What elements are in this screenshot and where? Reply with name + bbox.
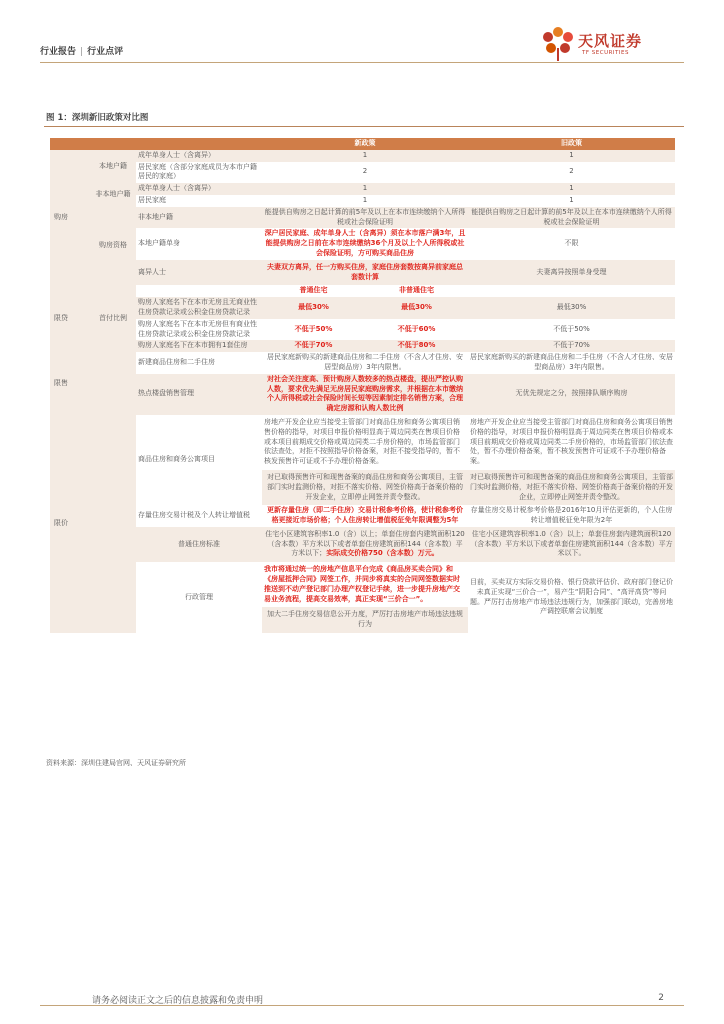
item-cell: 普通住房标准 xyxy=(136,527,262,562)
old-policy-cell: 不低于50% xyxy=(468,319,675,341)
subcategory-cell xyxy=(90,415,136,633)
subcategory-cell: 非本地户籍 xyxy=(90,183,136,207)
item-cell: 行政管理 xyxy=(136,562,262,633)
old-policy-cell: 不限 xyxy=(468,228,675,259)
table-header-row xyxy=(50,138,675,150)
header-new-policy: 新政策 xyxy=(262,138,468,150)
new-policy-cell: 不低于80% xyxy=(365,340,468,352)
table-row xyxy=(50,162,675,184)
report-subcategory: 行业点评 xyxy=(87,47,124,57)
table-row xyxy=(50,195,675,207)
old-policy-cell: 房地产开发企业应当接受主管部门对商品住房和商务公寓项目销售价格的指导，对项目申报价格明显高于周边同类在售项目价格或本项目前期成交价格或周边同类二手房价格的，市场监管部门依法查处，暂不办理价格备案，暂不核发预售许可证或不予办理价格备案。 xyxy=(468,415,675,470)
item-cell: 非本地户籍 xyxy=(136,207,262,229)
new-policy-cell: 不低于60% xyxy=(365,319,468,341)
new-policy-cell xyxy=(262,527,468,562)
item-cell: 购房人家庭名下在本市无房但有商业性住房贷款记录或公积金住房贷款记录 xyxy=(136,319,262,341)
item-cell: 本地户籍单身 xyxy=(136,228,262,259)
old-policy-cell xyxy=(468,285,675,297)
table-row xyxy=(50,527,675,562)
header-old-policy: 旧政策 xyxy=(468,138,675,150)
new-policy-cell: 深户居民家庭、成年单身人士（含离异）须在本市落户满3年，且能提供购房之日前在本市连续缴纳36个月及以上个人所得税或社会保险证明，方可购买商品住房 xyxy=(262,228,468,259)
figure-divider xyxy=(44,126,684,127)
new-policy-cell: 1 xyxy=(262,183,468,195)
new-policy-cell: 对社会关注度高、预计购房人数较多的热点楼盘，提出严控认购人数，要求优先满足无房居民家庭购房需求，并根据在本市缴纳个人所得税或社会保险时间长短等因素制定排名销售方案，合理确定房源和认购人数比例 xyxy=(262,374,468,415)
new-policy-text: 住宅小区建筑容积率1.0（含）以上；单套住房套内建筑面积120（含本数）平方米以下或者单套住房建筑面积144（含本数）平方米以下； xyxy=(265,529,465,558)
subcategory-cell xyxy=(90,352,136,415)
page-number: 2 xyxy=(658,993,664,1003)
item-cell: 居民家庭 xyxy=(136,195,262,207)
old-policy-cell: 居民家庭新购买的新建商品住房和二手住房（不含人才住房、安居型商品房）3年内限售。 xyxy=(468,352,675,374)
header-separator: | xyxy=(80,47,84,57)
category-cell: 购房 xyxy=(50,150,90,286)
header-cell xyxy=(50,138,90,150)
new-policy-cell: 加大二手住房交易信息公开力度，严厉打击房地产市场违法违规行为 xyxy=(262,607,468,633)
company-logo xyxy=(538,24,688,62)
table-row xyxy=(50,352,675,374)
policy-comparison-table xyxy=(50,138,675,633)
logo-flower-icon xyxy=(538,24,578,62)
old-policy-cell: 目前，买卖双方实际交易价格、银行贷款评估价、政府部门登记价未真正实现“三价合一”，易产生“阴阳合同”、“高评高贷”等问题。严厉打击房地产市场违法违规行为，加强部门联动，完善房地产调控联席会议制度 xyxy=(468,562,675,633)
new-policy-subheader: 非普通住宅 xyxy=(365,285,468,297)
item-cell: 离异人士 xyxy=(136,260,262,286)
old-policy-cell: 1 xyxy=(468,183,675,195)
source-note: 资料来源：深圳住建局官网、天风证券研究所 xyxy=(46,759,186,767)
figure-title: 图 1：深圳新旧政策对比图 xyxy=(46,113,149,123)
table-row xyxy=(50,319,675,341)
item-cell: 存量住房交易计税及个人转让增值税 xyxy=(136,505,262,527)
table-row xyxy=(50,415,675,470)
new-policy-highlight: 实际成交价格750（含本数）万元。 xyxy=(326,549,439,558)
category-cell: 限贷 xyxy=(50,285,90,352)
new-policy-cell: 1 xyxy=(262,195,468,207)
new-policy-cell: 1 xyxy=(262,150,468,162)
logo-english: TF SECURITIES xyxy=(582,50,629,56)
header-divider xyxy=(40,62,684,63)
category-cell: 限售 xyxy=(50,352,90,415)
old-policy-cell: 能提供自购房之日起计算的前5年及以上在本市连续缴纳个人所得税或社会保险证明 xyxy=(468,207,675,229)
old-policy-cell: 最低30% xyxy=(468,297,675,319)
table-row xyxy=(50,562,675,607)
old-policy-cell: 住宅小区建筑容积率1.0（含）以上；单套住房套内建筑面积120（含本数）平方米以下或者单套住房建筑面积144（含本数）平方米以下。 xyxy=(468,527,675,562)
header-cell xyxy=(136,138,262,150)
subcategory-cell: 购房资格 xyxy=(90,207,136,286)
new-policy-cell: 夫妻双方离异，任一方购买住房，家庭住房套数按离异前家庭总套数计算 xyxy=(262,260,468,286)
new-policy-cell: 房地产开发企业应当接受主管部门对商品住房和商务公寓项目销售价格的指导，对项目申报价格明显高于周边同类在售项目价格或本项目前期成交价格或周边同类二手房价格的，市场监管部门依法查处，对拒不按照指导价格备案，对拒不接受指导的，暂不核发预售许可证或不予办理价格备案。 xyxy=(262,415,468,470)
header-cell xyxy=(90,138,136,150)
old-policy-cell: 1 xyxy=(468,150,675,162)
new-policy-subheader: 普通住宅 xyxy=(262,285,365,297)
logo-name: 天风证券 xyxy=(578,32,643,50)
table-row xyxy=(50,150,675,162)
old-policy-cell: 对已取得预售许可和现售备案的商品住房和商务公寓项目，主管部门实时监测价格，对拒不落实价格、网签价格高于备案价格的开发企业，立即停止网签并责令整改。 xyxy=(468,470,675,505)
item-cell: 新建商品住房和二手住房 xyxy=(136,352,262,374)
old-policy-cell: 无优先规定之分，按照排队顺序购房 xyxy=(468,374,675,415)
new-policy-cell: 我市将通过统一的房地产信息平台完成《商品房买卖合同》和《房屋抵押合同》网签工作，并同步将真实的合同网签数据实时推送到不动产登记部门办理产权登记手续，进一步提升房地产交易业务流程，提高交易效率，真正实现“三价合一”。 xyxy=(262,562,468,607)
old-policy-cell: 存量住房交易计税参考价格是2016年10月评估更新的，个人住房转让增值税征免年限为2年 xyxy=(468,505,675,527)
old-policy-cell: 2 xyxy=(468,162,675,184)
new-policy-cell: 不低于50% xyxy=(262,319,365,341)
item-cell: 成年单身人士（含离异） xyxy=(136,150,262,162)
item-cell: 居民家庭（含部分家庭成员为本市户籍居民的家庭） xyxy=(136,162,262,184)
old-policy-cell: 夫妻离异按照单身受理 xyxy=(468,260,675,286)
table-row xyxy=(50,260,675,286)
table-row xyxy=(50,228,675,259)
item-cell: 成年单身人士（含离异） xyxy=(136,183,262,195)
table-row xyxy=(50,285,675,297)
new-policy-cell: 居民家庭新购买的新建商品住房和二手住房（不含人才住房、安居型商品房）3年内限售。 xyxy=(262,352,468,374)
table-row xyxy=(50,340,675,352)
old-policy-cell: 不低于70% xyxy=(468,340,675,352)
old-policy-cell: 1 xyxy=(468,195,675,207)
table-row xyxy=(50,183,675,195)
report-header xyxy=(40,44,123,57)
new-policy-cell: 能提供自购房之日起计算的前5年及以上在本市连续缴纳个人所得税或社会保险证明 xyxy=(262,207,468,229)
new-policy-cell: 最低30% xyxy=(262,297,365,319)
new-policy-cell: 对已取得预售许可和现售备案的商品住房和商务公寓项目，主管部门实时监测价格，对拒不落实价格、网签价格高于备案价格的开发企业，立即停止网签并责令整改。 xyxy=(262,470,468,505)
report-category: 行业报告 xyxy=(40,47,77,57)
table-row xyxy=(50,297,675,319)
new-policy-cell: 不低于70% xyxy=(262,340,365,352)
new-policy-cell: 最低30% xyxy=(365,297,468,319)
item-cell xyxy=(136,285,262,297)
table-row xyxy=(50,207,675,229)
table-row xyxy=(50,374,675,415)
new-policy-cell: 更新存量住房（即二手住房）交易计税参考价格，使计税参考价格更接近市场价格；个人住房转让增值税征免年限调整为5年 xyxy=(262,505,468,527)
subcategory-cell: 首付比例 xyxy=(90,285,136,352)
category-cell: 限价 xyxy=(50,415,90,633)
new-policy-cell: 2 xyxy=(262,162,468,184)
item-cell: 购房人家庭名下在本市无房且无商业性住房贷款记录或公积金住房贷款记录 xyxy=(136,297,262,319)
item-cell: 商品住房和商务公寓项目 xyxy=(136,415,262,505)
footer-disclaimer: 请务必阅读正文之后的信息披露和免责申明 xyxy=(92,996,264,1006)
table-row xyxy=(50,505,675,527)
item-cell: 热点楼盘销售管理 xyxy=(136,374,262,415)
subcategory-cell: 本地户籍 xyxy=(90,150,136,183)
item-cell: 购房人家庭名下在本市拥有1套住房 xyxy=(136,340,262,352)
